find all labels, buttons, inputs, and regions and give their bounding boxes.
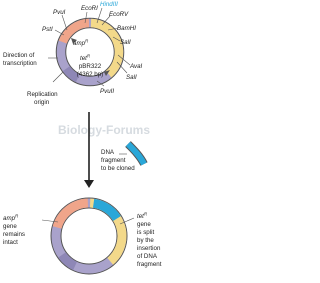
top-amp-label: amp$^R$ <box>73 38 89 47</box>
bottom-tet-line4: by the <box>137 237 154 244</box>
site-ecori: EcoRI <box>81 5 98 12</box>
bottom-tet-label: tet$^R$ <box>137 211 148 220</box>
fragment-label-line3: to be cloned <box>101 165 135 172</box>
fragment-label-line2: fragment <box>101 157 126 164</box>
plasmid-name: pBR322 <box>78 63 102 70</box>
site-sali-lower: SalI <box>126 74 137 81</box>
origin-label-line1: Replication <box>27 91 58 98</box>
bottom-tet-line3: is split <box>137 229 155 236</box>
top-tet-label: tet$^R$ <box>80 53 91 62</box>
direction-label-line1: Direction of <box>3 52 35 59</box>
direction-label-line2: transcription <box>3 60 37 67</box>
bottom-amp-line2: gene <box>3 223 17 230</box>
site-pvui: PvuI <box>53 9 66 16</box>
plasmid-size: (4362 bp) <box>76 71 104 78</box>
site-ecorv: EcoRV <box>109 11 129 18</box>
side-labels <box>3 52 58 106</box>
site-sali-upper: SalI <box>120 39 131 46</box>
top-plasmid-labels <box>73 39 103 79</box>
dna-fragment <box>101 144 144 172</box>
arrow-head <box>84 180 94 188</box>
bottom-tet-text <box>137 212 162 269</box>
site-aval: AvaI <box>130 63 143 70</box>
watermark: Biology-Forums <box>58 123 150 137</box>
bottom-amp-line4: intact <box>3 239 18 246</box>
bottom-plasmid <box>56 203 122 269</box>
site-hindiii: HindIII <box>100 1 118 8</box>
bottom-amp-label: amp$^R$ <box>3 213 19 222</box>
bottom-tet-line2: gene <box>137 221 151 228</box>
site-bamhi: BamHI <box>117 25 136 32</box>
bottom-inserted-dna-arc <box>94 203 117 218</box>
bottom-amp-line3: remains <box>3 231 26 238</box>
origin-leader <box>53 72 63 82</box>
site-pvuii: PvuII <box>100 88 115 95</box>
origin-label-line2: origin <box>34 99 50 106</box>
bottom-tet-line6: of DNA <box>137 253 157 260</box>
tick-pvui <box>62 15 67 30</box>
bottom-tet-line7: fragment <box>137 261 162 268</box>
bottom-amp-gene-arc <box>57 203 88 227</box>
bottom-tet-line5: insertion <box>137 245 161 252</box>
site-psti: PstI <box>42 26 53 33</box>
fragment-label-line1: DNA <box>101 149 115 156</box>
bottom-amp-text <box>3 214 25 247</box>
